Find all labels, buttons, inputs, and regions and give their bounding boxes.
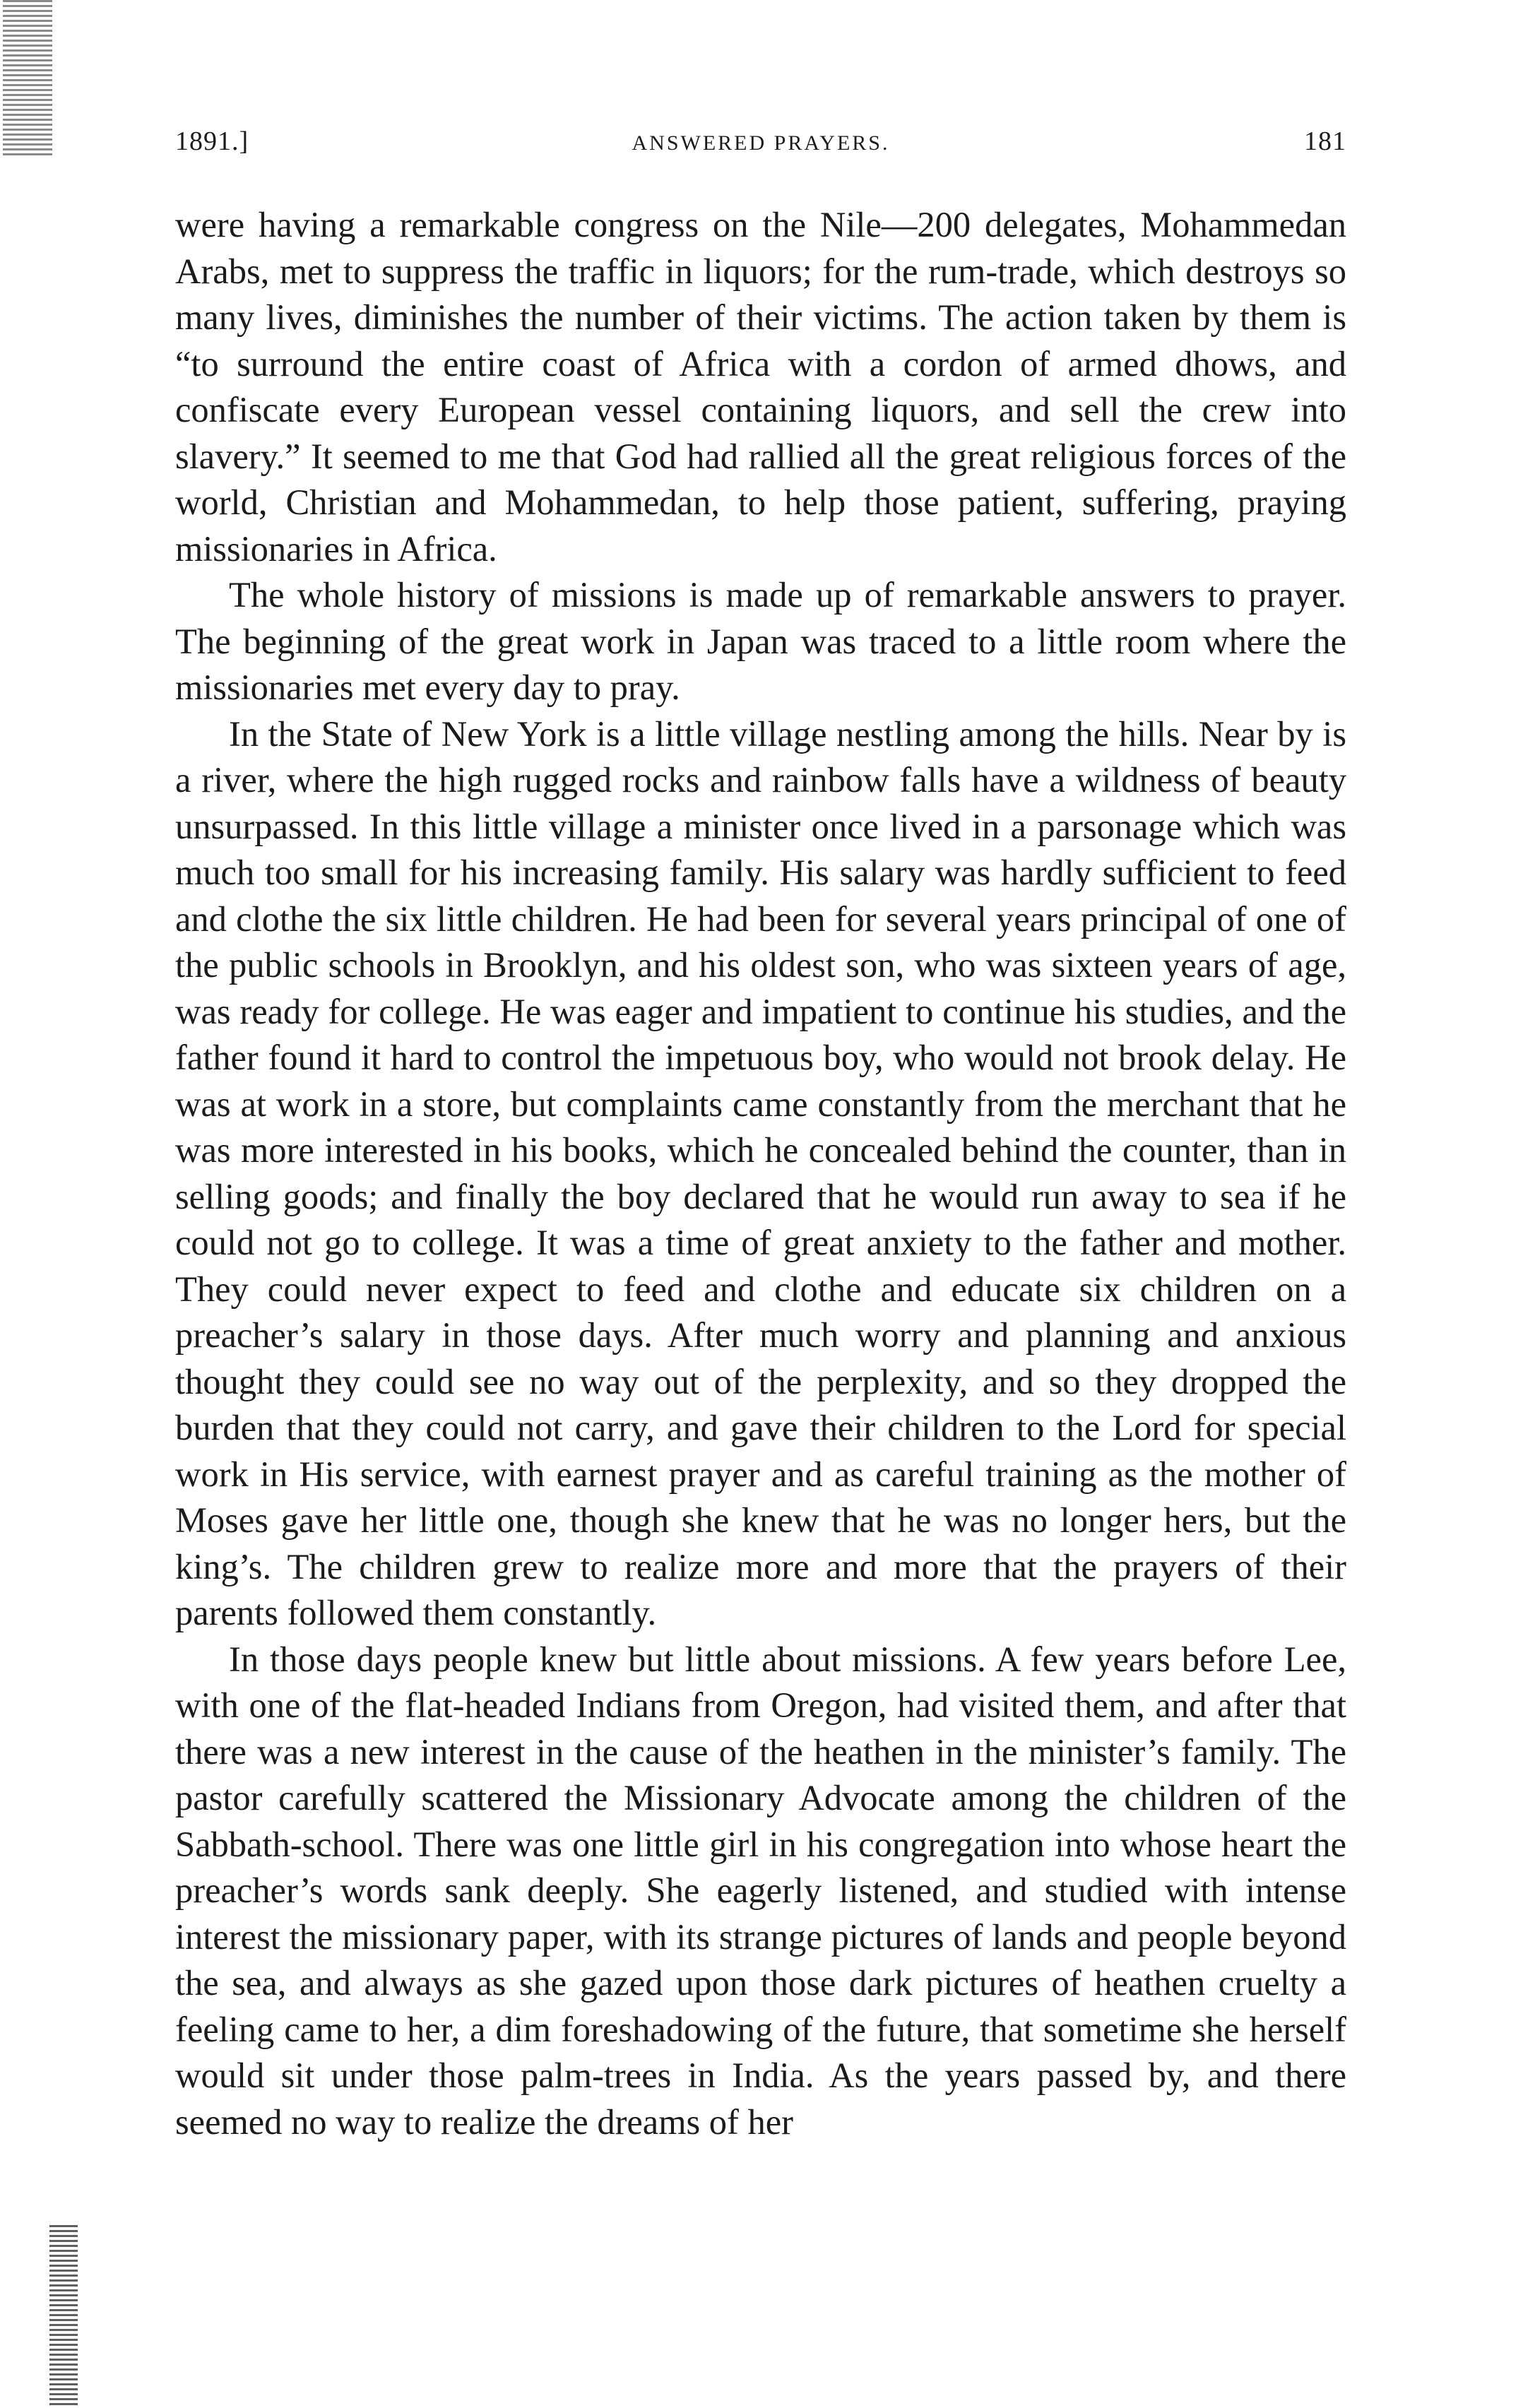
paragraph: were having a remarkable congress on the Nile—200 delegates, Mohammedan Arabs, met to suppress the traffic in liquors; for the rum-trade, which destroys so many lives, diminishes the number of their victims. The action taken by them is “to surround the entire coast of Africa with a cordon of armed dhows, and confiscate every European vessel containing liquors, and sell the crew into slavery.” It seemed to me that God had rallied all the great religious forces of the world, Christian and Mohammedan, to help those patient, suffering, praying missionaries in Africa.	[175, 205, 1346, 569]
paragraph: In those days people knew but little about missions. A few years before Lee, with one of the flat-headed Indians from Oregon, had visited them, and after that there was a new interest in the cause of the heathen in the minister’s family. The pastor carefully scattered the Missionary Advocate among the children of the Sabbath-school. There was one little girl in his congregation into whose heart the preacher’s words sank deeply. She eagerly listened, and studied with intense interest the missionary paper, with its strange pictures of lands and people beyond the sea, and always as she gazed upon those dark pictures of heathen cruelty a feeling came to her, a dim foreshadowing of the future, that sometime she herself would sit under those palm-trees in India. As the years passed by, and there seemed no way to realize the dreams of her	[175, 1639, 1346, 2142]
page-number: 181	[1304, 126, 1346, 156]
body-text	[175, 202, 1346, 2145]
running-header	[175, 126, 1346, 175]
paragraph: The whole history of missions is made up of remarkable answers to prayer. The beginning of the great work in Japan was traced to a little room where the missionaries met every day to pray.	[175, 575, 1346, 707]
header-running-title: ANSWERED PRAYERS.	[632, 131, 890, 155]
paragraph: In the State of New York is a little village nestling among the hills. Near by is a river, where the high rugged rocks and rainbow falls have a wildness of beauty unsurpassed. In this little village a minister once lived in a parsonage which was much too small for his increasing family. His salary was hardly sufficient to feed and clothe the six little children. He had been for several years principal of one of the public schools in Brooklyn, and his oldest son, who was sixteen years of age, was ready for college. He was eager and impatient to continue his studies, and the father found it hard to control the impetuous boy, who would not brook delay. He was at work in a store, but complaints came constantly from the merchant that he was more interested in his books, which he concealed behind the counter, than in selling goods; and finally the boy declared that he would run away to sea if he could not go to college. It was a time of great anxiety to the father and mother. They could never expect to feed and clothe and educate six children on a preacher’s salary in those days. After much worry and planning and anxious thought they could see no way out of the perplexity, and so they dropped the burden that they could not carry, and gave their children to the Lord for special work in His service, with earnest prayer and as careful training as the mother of Moses gave her little one, though she knew that he was no longer hers, but the king’s. The children grew to realize more and more that the prayers of their parents followed them constantly.	[175, 713, 1346, 1632]
header-year: 1891.]	[175, 126, 249, 156]
scan-edge-mark	[3, 0, 52, 155]
scan-edge-mark	[49, 2225, 78, 2408]
